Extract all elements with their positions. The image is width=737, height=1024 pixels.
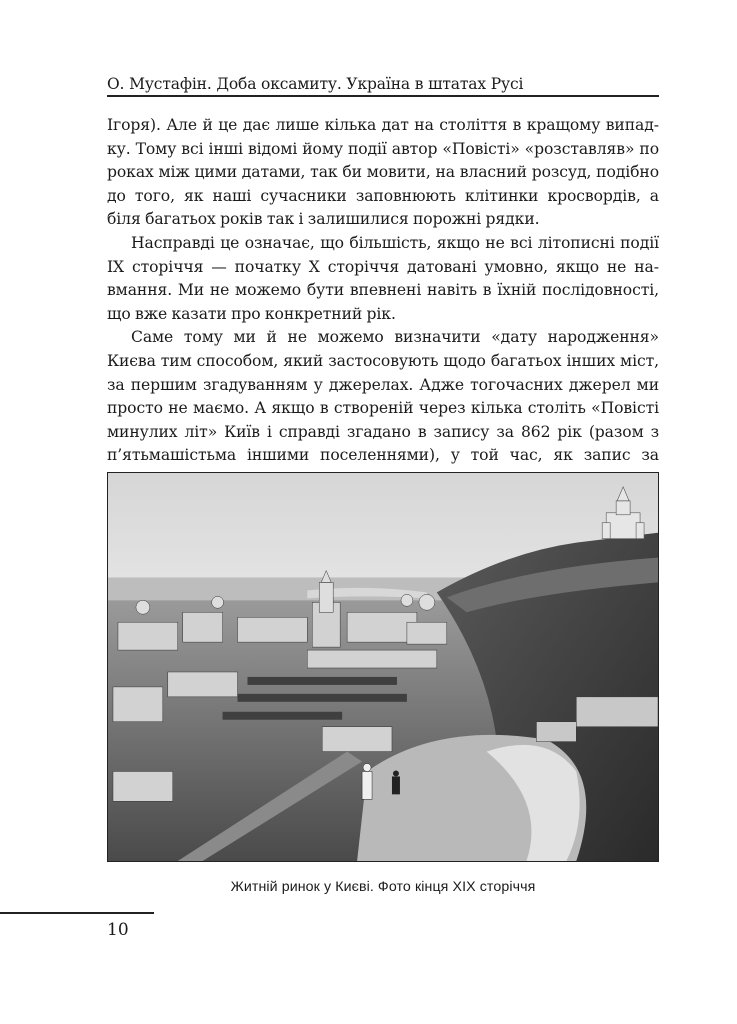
paragraph: Саме тому ми й не можемо визначити «дату народження» Києва тим способом, який застосовують щодо багатьох інших міст, за першим згадуванням у джерелах. Адже тогочасних джерел ми просто не маємо. А якщо в створеній через кілька століть «Повісті минулих літ» Київ і справді згадано в запису за 862 рік (разом з п’ятьмашістьма іншими поселеннями), у той час, як запис за xyxy=(107,328,659,465)
footer-rule xyxy=(0,912,154,914)
paragraph: Насправді це означає, що більшість, якщо не всі літописні події IX сторіччя — початку X сторіччя датовані умовно, якщо не навмання. Ми не можемо бути впевнені навіть в їхній послідовності, що вже казати про конкретний рік. xyxy=(107,233,659,323)
kyiv-market-photo xyxy=(108,473,658,861)
running-head: О. Мустафін. Доба оксамиту. Україна в штатах Русі xyxy=(107,75,524,93)
header-rule xyxy=(107,95,659,97)
body-text xyxy=(107,114,659,492)
historic-photo xyxy=(107,472,659,862)
page-number: 10 xyxy=(107,920,129,940)
paragraph: Ігоря). Але й це дає лише кілька дат на століття в кращому випадку. Тому всі інші відомі йому події автор «Повісті» «розставляв» по роках між цими датами, так би мовити, на власний розсуд, подібно до того, як наші сучасники заповнюють клітинки кросвордів, а біля багатьох років так і залишилися порожні рядки. xyxy=(107,116,659,229)
figure-caption: Житній ринок у Києві. Фото кінця XIX сторіччя xyxy=(230,879,536,895)
